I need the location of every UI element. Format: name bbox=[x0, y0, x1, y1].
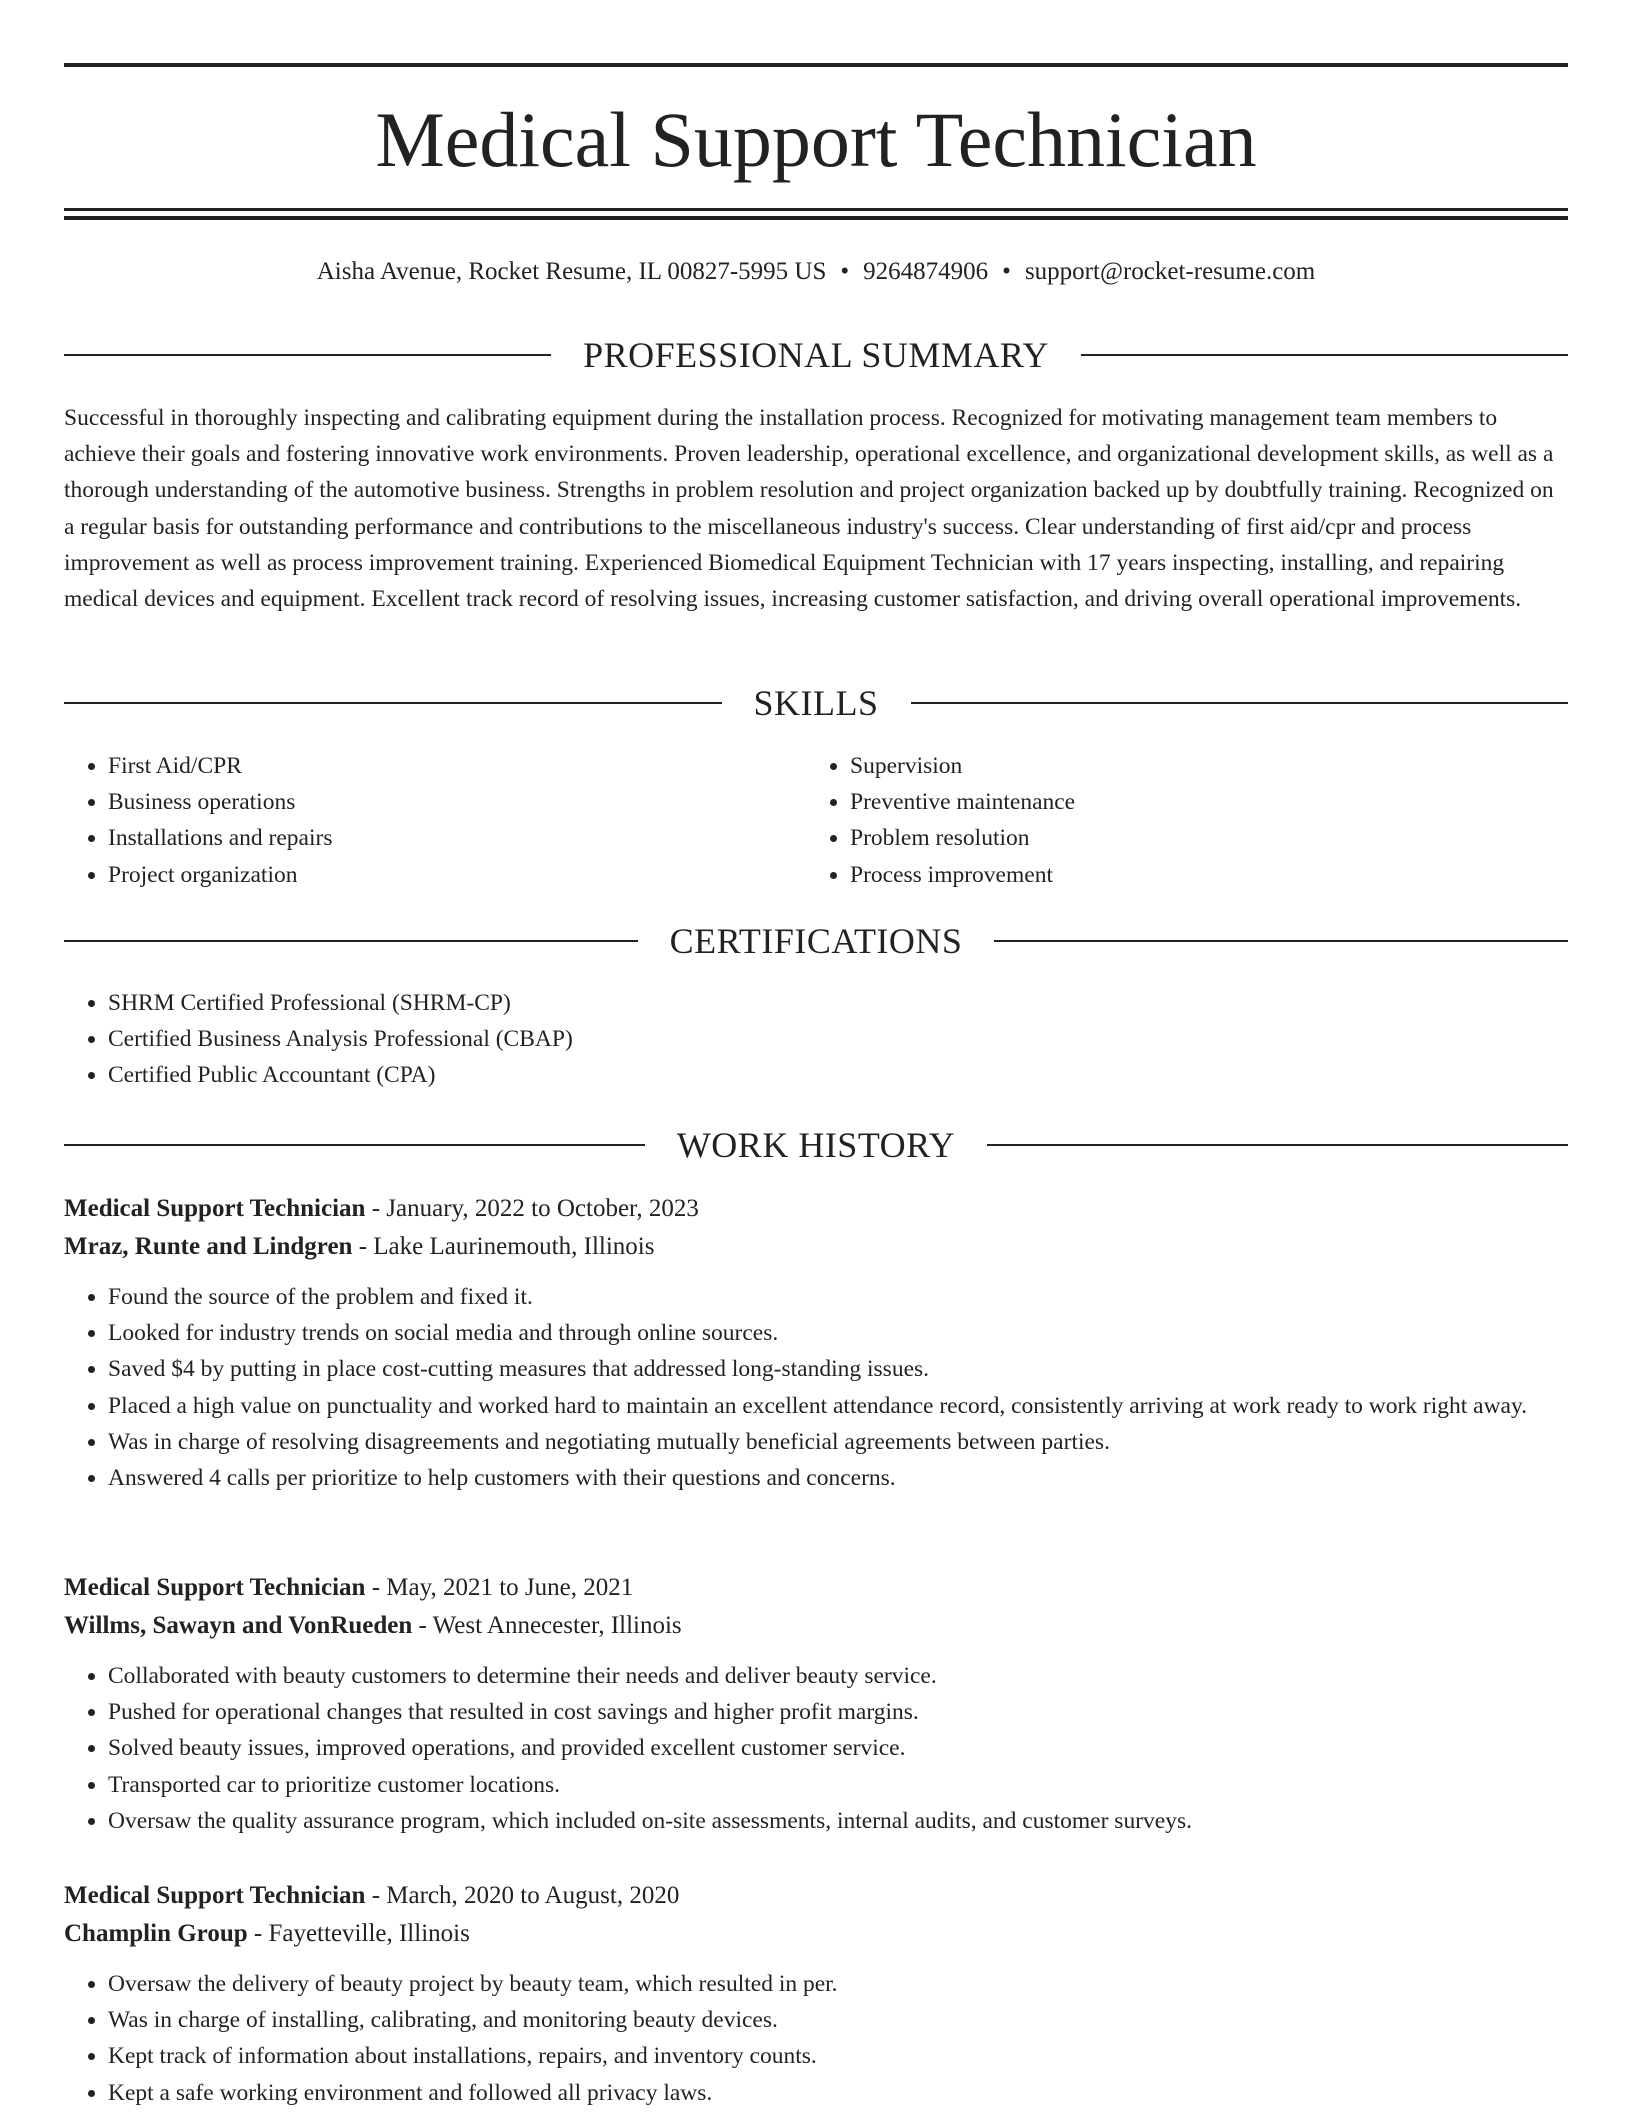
skills-column-left bbox=[64, 748, 806, 893]
job-title-line bbox=[64, 1190, 1568, 1228]
summary-section-title: PROFESSIONAL SUMMARY bbox=[583, 335, 1049, 375]
job-dates: - May, 2021 to June, 2021 bbox=[365, 1574, 634, 1601]
certification-item: • Certified Business Analysis Professional (CBAP) bbox=[108, 1021, 1568, 1057]
job-location: - Lake Laurinemouth, Illinois bbox=[352, 1233, 655, 1260]
job-duty: • Kept track of information about installations, repairs, and inventory counts. bbox=[108, 2038, 1568, 2074]
divider bbox=[64, 1144, 645, 1146]
certifications-section-header bbox=[64, 919, 1568, 963]
skill-item: • Process improvement bbox=[850, 857, 1548, 893]
divider bbox=[911, 702, 1569, 704]
contact-line bbox=[64, 254, 1568, 290]
job-duty: • Pushed for operational changes that resulted in cost savings and higher profit margins. bbox=[108, 1694, 1568, 1730]
job-company-line bbox=[64, 1915, 1568, 1953]
title-double-rule bbox=[64, 208, 1568, 220]
divider bbox=[987, 1144, 1568, 1146]
job-duty: • Looked for industry trends on social media and through online sources. bbox=[108, 1315, 1568, 1351]
job-entry bbox=[64, 1569, 1568, 1839]
divider bbox=[994, 940, 1568, 942]
job-duties bbox=[64, 1279, 1568, 1496]
skill-item: • Installations and repairs bbox=[108, 820, 806, 856]
contact-address: Aisha Avenue, Rocket Resume, IL 00827-5995 US bbox=[316, 258, 827, 285]
job-entry bbox=[64, 1877, 1568, 2111]
job-duties bbox=[64, 1658, 1568, 1839]
work-section-header bbox=[64, 1123, 1568, 1167]
job-entry bbox=[64, 1190, 1568, 1496]
job-company: Champlin Group bbox=[64, 1920, 248, 1947]
summary-text: Successful in thoroughly inspecting and calibrating equipment during the installation process. Recognized for motivating management team members to achieve their goals and fostering innovative work environments. Proven leadership, operational excellence, and organizational development skills, as well as a thorough understanding of the automotive business. Strengths in problem resolution and project organization backed up by doubtfully training. Recognized on a regular basis for outstanding performance and contributions to the miscellaneous industry's success. Clear understanding of first aid/cpr and process improvement as well as process improvement training. Experienced Biomedical Equipment Technician with 17 years inspecting, installing, and repairing medical devices and equipment. Excellent track record of resolving issues, increasing customer satisfaction, and driving overall operational improvements. bbox=[64, 405, 1554, 613]
contact-separator: • bbox=[840, 258, 850, 285]
work-section-title: WORK HISTORY bbox=[676, 1125, 956, 1165]
job-duty: • Answered 4 calls per prioritize to help customers with their questions and concerns. bbox=[108, 1460, 1568, 1496]
job-title-line bbox=[64, 1877, 1568, 1915]
job-duty: • Collaborated with beauty customers to determine their needs and deliver beauty service. bbox=[108, 1658, 1568, 1694]
contact-email: support@rocket-resume.com bbox=[1024, 258, 1316, 285]
job-duty: • Was in charge of resolving disagreements and negotiating mutually beneficial agreements between parties. bbox=[108, 1424, 1568, 1460]
job-company-line bbox=[64, 1228, 1568, 1266]
contact-separator: • bbox=[1002, 258, 1011, 285]
skill-item: • Business operations bbox=[108, 784, 806, 820]
divider bbox=[64, 702, 722, 704]
job-dates: - January, 2022 to October, 2023 bbox=[365, 1195, 699, 1222]
skill-item: • Project organization bbox=[108, 857, 806, 893]
divider bbox=[1081, 354, 1568, 356]
job-duty: • Kept a safe working environment and followed all privacy laws. bbox=[108, 2075, 1568, 2111]
job-title: Medical Support Technician bbox=[64, 1195, 366, 1222]
skill-item: • First Aid/CPR bbox=[108, 748, 806, 784]
job-title: Medical Support Technician bbox=[64, 1574, 366, 1601]
job-dates: - March, 2020 to August, 2020 bbox=[365, 1882, 680, 1909]
top-rule bbox=[64, 63, 1568, 67]
job-duty: • Transported car to prioritize customer locations. bbox=[108, 1767, 1568, 1803]
job-duty: • Was in charge of installing, calibrating, and monitoring beauty devices. bbox=[108, 2002, 1568, 2038]
job-location: - West Annecester, Illinois bbox=[412, 1612, 682, 1639]
job-duty: • Oversaw the delivery of beauty project by beauty team, which resulted in per. bbox=[108, 1966, 1568, 2002]
contact-phone: 9264874906 bbox=[863, 258, 989, 285]
job-duty: • Placed a high value on punctuality and worked hard to maintain an excellent attendance record, consistently arriving at work ready to work right away. bbox=[108, 1388, 1568, 1424]
job-duty: • Oversaw the quality assurance program, which included on-site assessments, internal audits, and customer surveys. bbox=[108, 1803, 1568, 1839]
summary-section-header bbox=[64, 333, 1568, 377]
skill-item: • Problem resolution bbox=[850, 820, 1548, 856]
skills-section-header bbox=[64, 681, 1568, 725]
certifications-list bbox=[64, 985, 1568, 1094]
skills-column-right bbox=[806, 748, 1548, 893]
certifications-section-title: CERTIFICATIONS bbox=[669, 921, 963, 961]
divider bbox=[64, 354, 551, 356]
skills-section-title: SKILLS bbox=[753, 683, 879, 723]
job-duty: • Solved beauty issues, improved operations, and provided excellent customer service. bbox=[108, 1730, 1568, 1766]
certification-item: • Certified Public Accountant (CPA) bbox=[108, 1057, 1568, 1093]
job-duty: • Found the source of the problem and fixed it. bbox=[108, 1279, 1568, 1315]
job-duties bbox=[64, 1966, 1568, 2111]
skills-list bbox=[64, 748, 1568, 893]
job-company: Willms, Sawayn and VonRueden bbox=[64, 1612, 413, 1639]
job-company: Mraz, Runte and Lindgren bbox=[64, 1233, 353, 1260]
certification-item: • SHRM Certified Professional (SHRM-CP) bbox=[108, 985, 1568, 1021]
job-duty: • Saved $4 by putting in place cost-cutting measures that addressed long-standing issues. bbox=[108, 1351, 1568, 1387]
skill-item: • Supervision bbox=[850, 748, 1548, 784]
job-title: Medical Support Technician bbox=[64, 1882, 366, 1909]
job-title-line bbox=[64, 1569, 1568, 1607]
divider bbox=[64, 940, 638, 942]
job-company-line bbox=[64, 1607, 1568, 1645]
job-location: - Fayetteville, Illinois bbox=[247, 1920, 470, 1947]
resume-title: Medical Support Technician bbox=[375, 96, 1257, 183]
skill-item: • Preventive maintenance bbox=[850, 784, 1548, 820]
